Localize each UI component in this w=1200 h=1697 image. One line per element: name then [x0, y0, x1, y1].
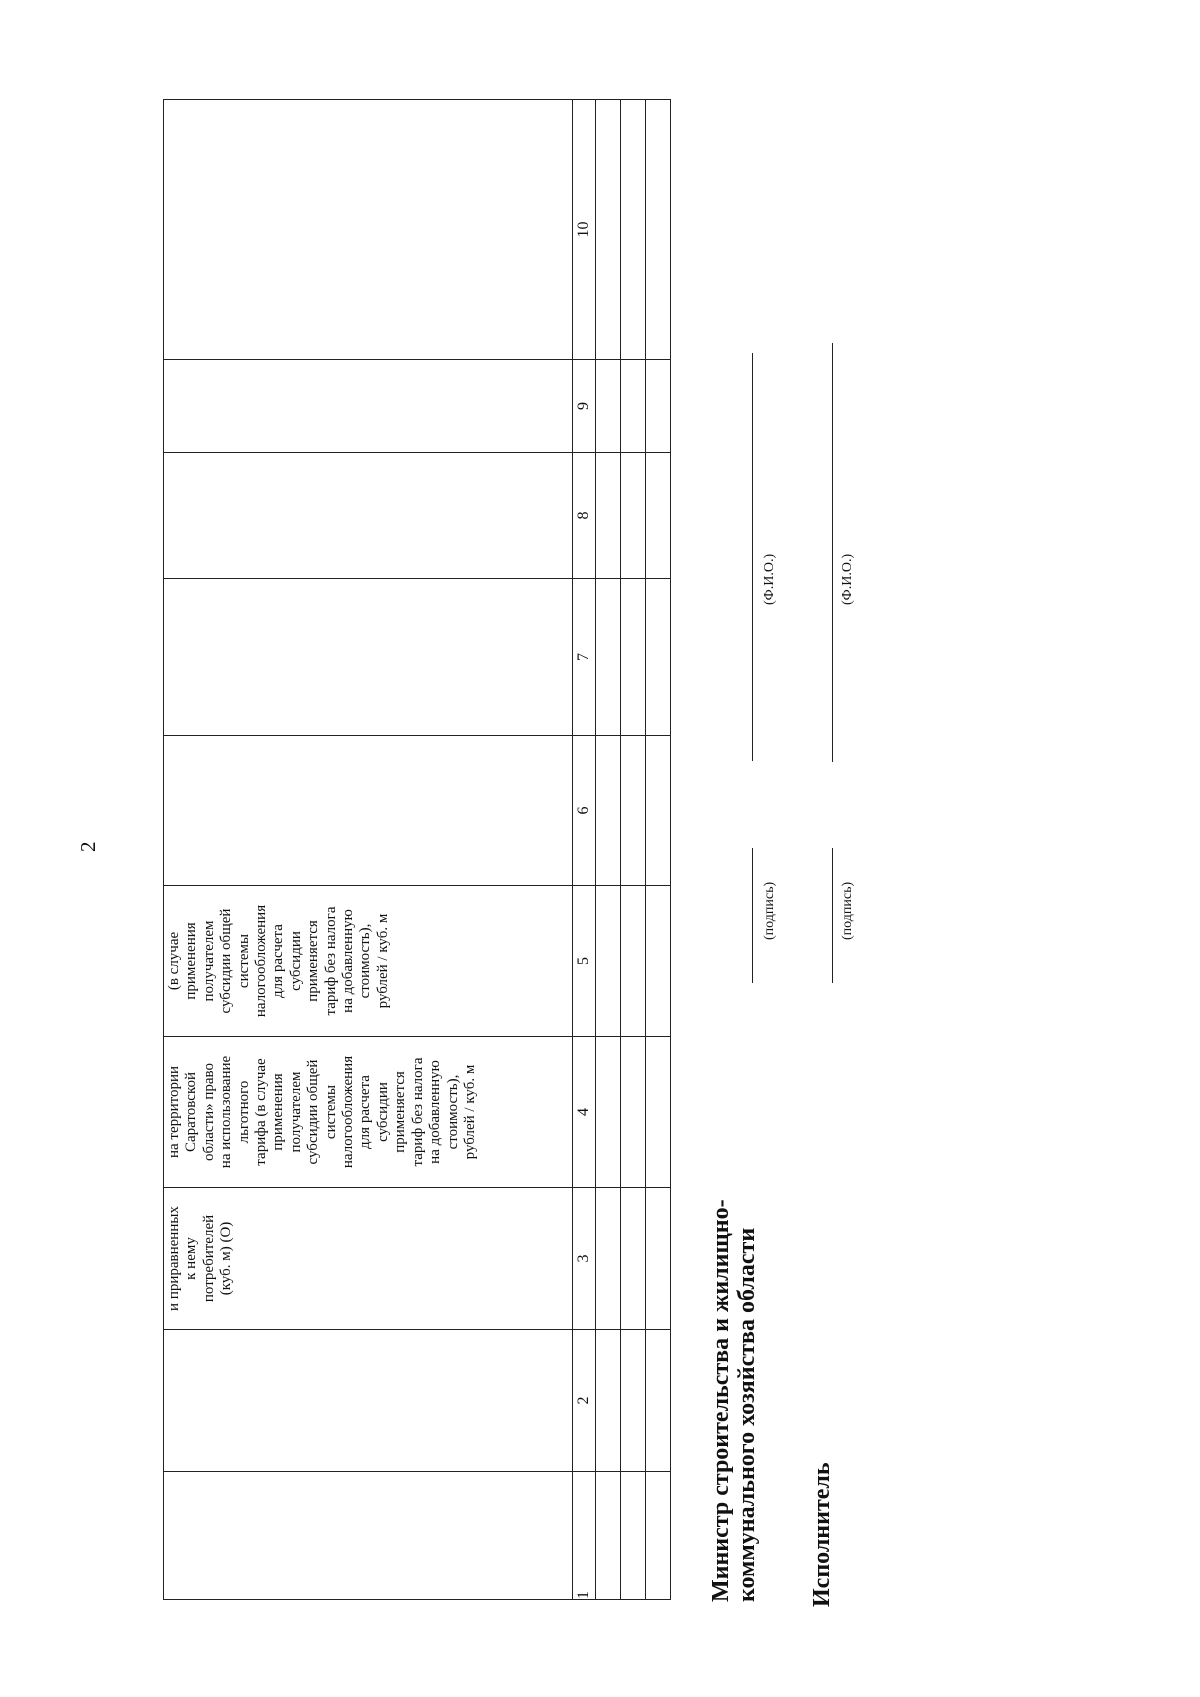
- header-cell-4: на территории Саратовской области» право на использование льготного тарифа (в случае применения получателем субсидии общей системы налогообложения для расчета субсидии применяется тариф без налога на добавленную стоимость), рублей / куб. м: [164, 1037, 573, 1188]
- minister-name-label: (Ф.И.О.): [762, 553, 777, 605]
- header-cell-5: (в случае применения получателем субсидии общей системы налогообложения для расчета субсидии применяется тариф без налога на добавленную стоимость), рублей / куб. м: [164, 886, 573, 1037]
- executor-sign-label: (подпись): [840, 881, 855, 940]
- column-number: 6: [573, 736, 596, 886]
- table-row: [596, 100, 621, 1600]
- minister-sign-label: (подпись): [762, 881, 777, 940]
- table-row: [621, 100, 646, 1600]
- column-number: 10: [573, 100, 596, 360]
- table-header-row: [164, 100, 573, 1600]
- header-cell-8: [164, 453, 573, 579]
- column-number: 2: [573, 1330, 596, 1472]
- header-cell-9: [164, 360, 573, 453]
- executor-name-line: [832, 343, 833, 762]
- column-number-row: [573, 100, 596, 1600]
- minister-name-line: [752, 353, 753, 761]
- executor-title: Исполнитель: [809, 1462, 835, 1607]
- executor-name-label: (Ф.И.О.): [840, 553, 855, 605]
- column-number: 9: [573, 360, 596, 453]
- header-cell-6: [164, 736, 573, 886]
- minister-title: Министр строительства и жилищно- коммунального хозяйства области: [708, 1199, 760, 1602]
- header-cell-7: [164, 579, 573, 736]
- header-cell-2: [164, 1330, 573, 1472]
- table-row: [646, 100, 671, 1600]
- column-number: 5: [573, 886, 596, 1037]
- minister-sign-line: [752, 848, 753, 983]
- column-number: 1: [573, 1472, 596, 1600]
- column-number: 4: [573, 1037, 596, 1188]
- page-number: 2: [76, 841, 100, 852]
- column-number: 3: [573, 1188, 596, 1330]
- column-number: 7: [573, 579, 596, 736]
- header-cell-10: [164, 100, 573, 360]
- column-number: 8: [573, 453, 596, 579]
- header-cell-3: и приравненных к нему потребителей (куб. м) (О): [164, 1188, 573, 1330]
- subsidy-table: [163, 100, 663, 1600]
- executor-sign-line: [832, 848, 833, 983]
- header-cell-1: [164, 1472, 573, 1600]
